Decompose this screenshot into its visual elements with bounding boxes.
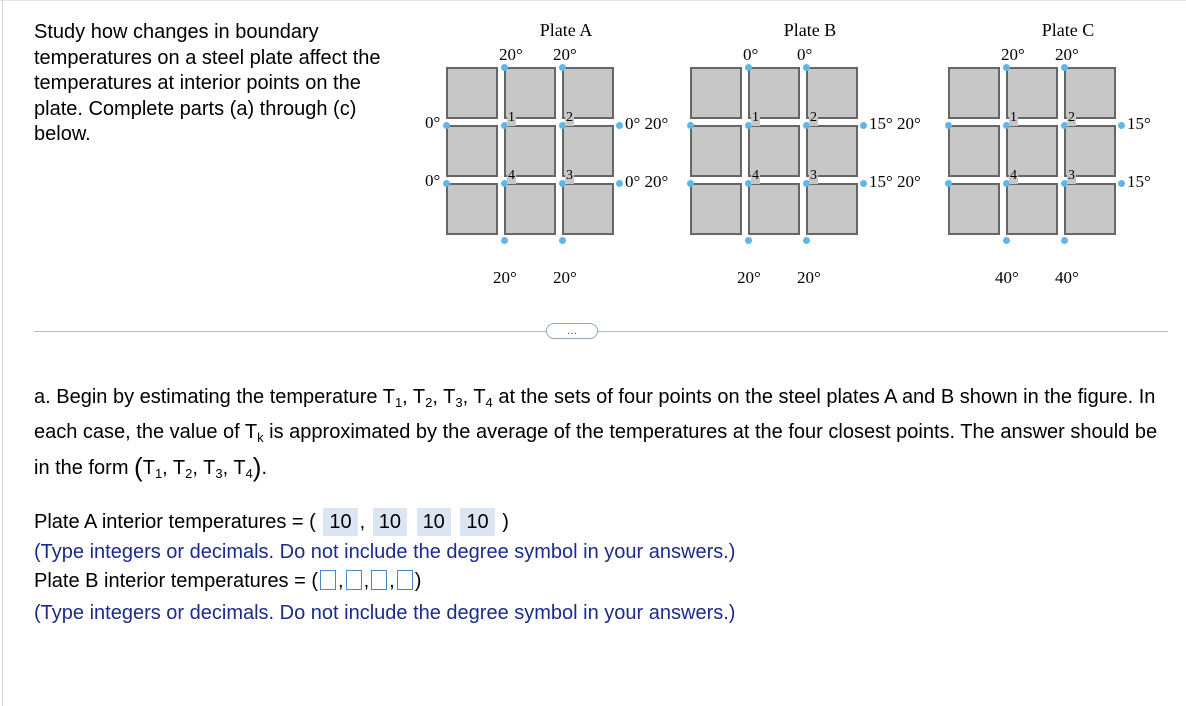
- boundary-point: [443, 180, 450, 187]
- plate-a-t4[interactable]: 10: [460, 508, 494, 536]
- point-number: 3: [566, 168, 573, 183]
- plate-b-t3-input[interactable]: [371, 570, 387, 590]
- point-number: 1: [752, 110, 759, 125]
- plate-a-answer: Plate A interior temperatures = ( 10 , 10 10 10 ): [34, 508, 509, 536]
- right-temp-label: 15° 20°: [869, 114, 921, 133]
- hint-a: (Type integers or decimals. Do not include the degree symbol in your answers.): [34, 541, 736, 563]
- boundary-point: [1061, 237, 1068, 244]
- bottom-temp-label: 40°: [995, 268, 1019, 287]
- top-temp-label: 20°: [499, 45, 523, 64]
- boundary-point: [687, 122, 694, 129]
- bottom-temp-label: 20°: [493, 268, 517, 287]
- point-number: 4: [752, 168, 759, 183]
- bottom-temp-label: 40°: [1055, 268, 1079, 287]
- top-temp-label: 0°: [743, 45, 759, 64]
- plate-title: Plate C: [1041, 20, 1095, 40]
- top-temp-label: 20°: [1001, 45, 1025, 64]
- section-divider: [34, 331, 1168, 332]
- plate-b-t4-input[interactable]: [397, 570, 413, 590]
- plate-cell: [690, 183, 742, 235]
- right-temp-label: 15°: [1127, 114, 1151, 133]
- plate-cell: [1064, 183, 1116, 235]
- point-number: 2: [810, 110, 817, 125]
- plate-cell: [504, 183, 556, 235]
- point-number: 1: [1010, 110, 1017, 125]
- plate-cell: [806, 183, 858, 235]
- plate-b-t1-input[interactable]: [320, 570, 336, 590]
- point-number: 2: [566, 110, 573, 125]
- boundary-point: [616, 180, 623, 187]
- boundary-point: [1118, 122, 1125, 129]
- plate-title: Plate B: [783, 20, 837, 40]
- boundary-point: [860, 180, 867, 187]
- plate-cell: [1006, 183, 1058, 235]
- boundary-point: [559, 237, 566, 244]
- point-number: 4: [508, 168, 515, 183]
- plate-b-t2-input[interactable]: [346, 570, 362, 590]
- boundary-point: [501, 237, 508, 244]
- plate-a-t2[interactable]: 10: [373, 508, 407, 536]
- plate-cell: [948, 183, 1000, 235]
- bottom-temp-label: 20°: [797, 268, 821, 287]
- left-rule: [2, 0, 3, 706]
- plate-cell: [690, 67, 742, 119]
- plate-cell: [562, 183, 614, 235]
- boundary-point: [745, 237, 752, 244]
- boundary-point: [559, 64, 566, 71]
- bottom-temp-label: 20°: [737, 268, 761, 287]
- point-number: 2: [1068, 110, 1075, 125]
- boundary-point: [803, 64, 810, 71]
- right-temp-label: 0° 20°: [625, 114, 669, 133]
- boundary-point: [501, 64, 508, 71]
- right-temp-label: 15° 20°: [869, 172, 921, 191]
- boundary-point: [1061, 64, 1068, 71]
- boundary-point: [945, 180, 952, 187]
- plate-title: Plate A: [539, 20, 593, 40]
- plate-cell: [948, 67, 1000, 119]
- top-temp-label: 20°: [553, 45, 577, 64]
- boundary-point: [1003, 64, 1010, 71]
- top-rule: [0, 0, 1186, 1]
- right-temp-label: 15°: [1127, 172, 1151, 191]
- hint-b: (Type integers or decimals. Do not include the degree symbol in your answers.): [34, 602, 736, 624]
- boundary-point: [945, 122, 952, 129]
- plate-a-t3[interactable]: 10: [417, 508, 451, 536]
- point-number: 3: [1068, 168, 1075, 183]
- right-temp-label: 0° 20°: [625, 172, 669, 191]
- intro-text: Study how changes in boundary temperatures on a steel plate affect the temperatures at interior points on the plate. Complete parts (a) through (c) below.: [34, 21, 381, 145]
- boundary-point: [860, 122, 867, 129]
- top-temp-label: 20°: [1055, 45, 1079, 64]
- expand-more-button[interactable]: ...: [546, 323, 598, 339]
- point-number: 3: [810, 168, 817, 183]
- plate-a-t1[interactable]: 10: [323, 508, 357, 536]
- left-temp-label: 0°: [425, 113, 441, 132]
- question-part-a: a. Begin by estimating the temperature $T_1$, $T_2$, $T_3$, $T_4$ at the sets of four points on the steel plates A and B shown in the figure. In each case, the value of $T_k$ is approximated by the average of the temperatures at the four closest points. The answer should be in the form ($T_1$, $T_2$, $T_3$, $T_4$).: [34, 386, 1158, 482]
- plate-b-answer: Plate B interior temperatures = ( , , , ): [34, 570, 422, 592]
- point-number: 4: [1010, 168, 1017, 183]
- top-temp-label: 0°: [797, 45, 813, 64]
- plate-cell: [748, 183, 800, 235]
- point-number: 1: [508, 110, 515, 125]
- plate-cell: [948, 125, 1000, 177]
- boundary-point: [745, 64, 752, 71]
- plate-cell: [446, 67, 498, 119]
- boundary-point: [443, 122, 450, 129]
- boundary-point: [616, 122, 623, 129]
- left-temp-label: 0°: [425, 171, 441, 190]
- plate-cell: [690, 125, 742, 177]
- boundary-point: [803, 237, 810, 244]
- plate-cell: [446, 183, 498, 235]
- boundary-point: [687, 180, 694, 187]
- plate-cell: [446, 125, 498, 177]
- boundary-point: [1003, 237, 1010, 244]
- boundary-point: [1118, 180, 1125, 187]
- bottom-temp-label: 20°: [553, 268, 577, 287]
